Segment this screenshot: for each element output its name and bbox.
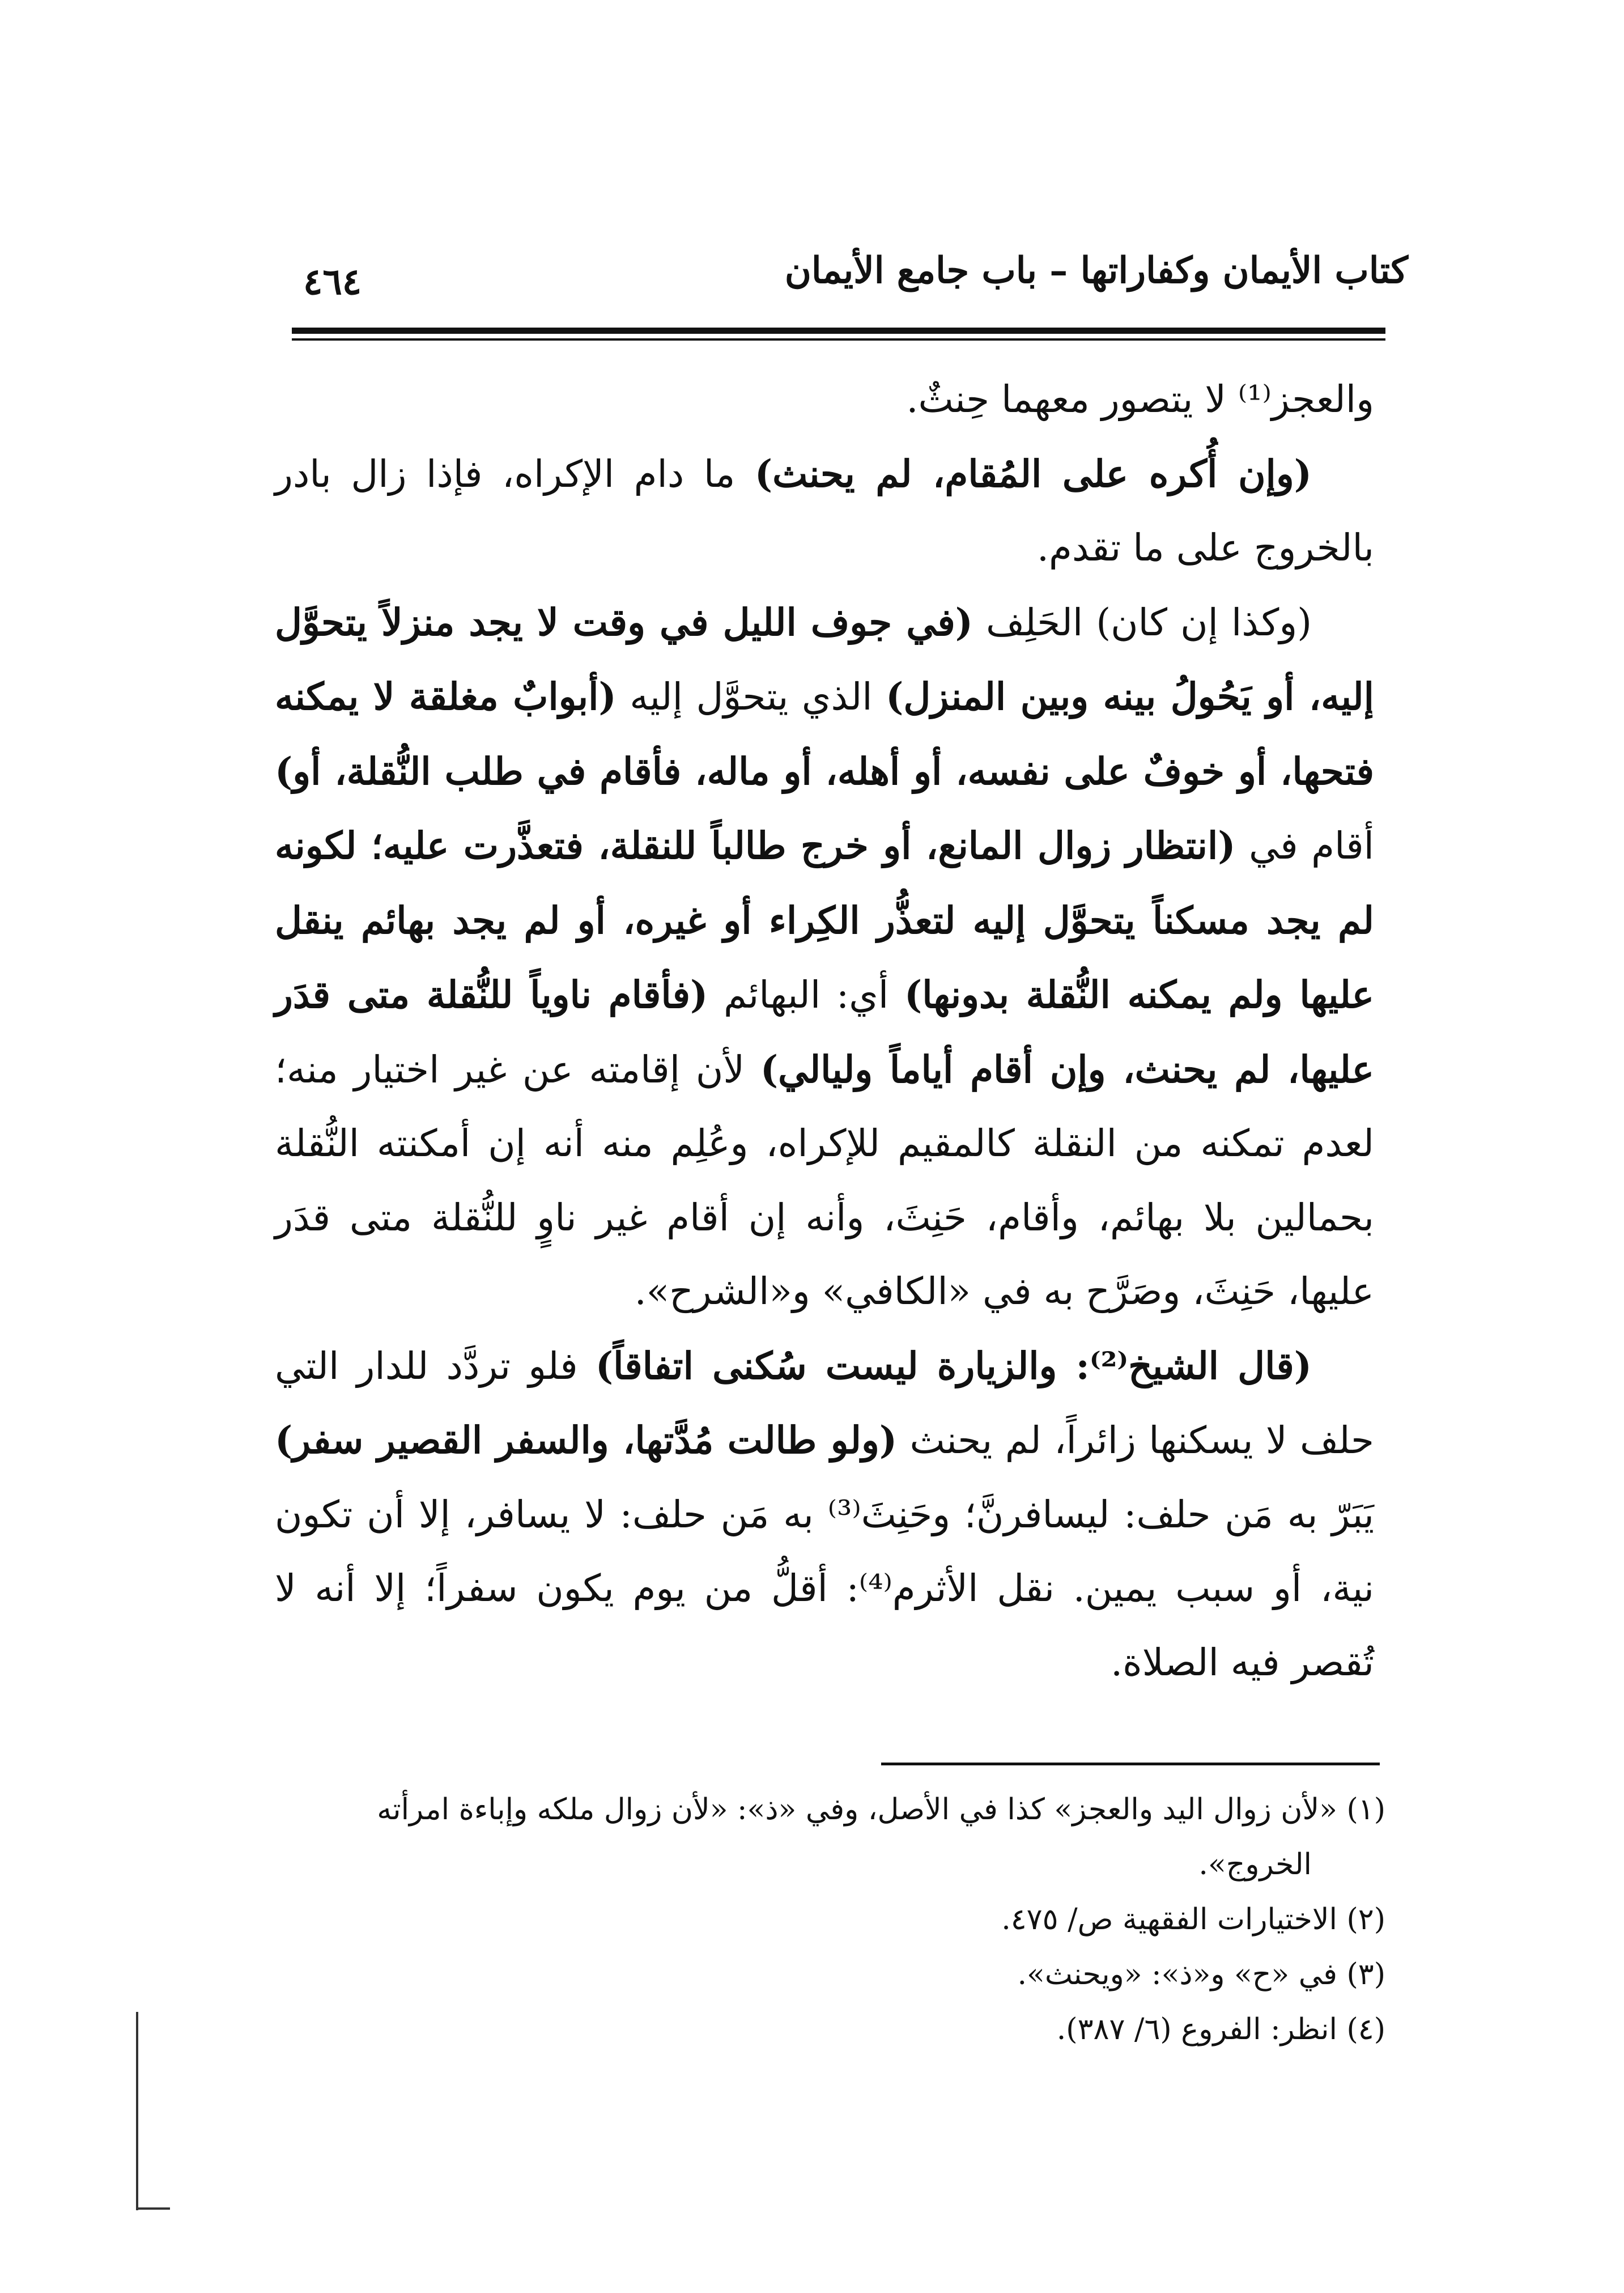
header-rule-thin — [292, 338, 1385, 341]
scan-edge-line — [136, 2012, 138, 2210]
scan-edge-line — [136, 2207, 170, 2210]
footnote-2: (٢) الاختيارات الفقهية ص/ ٤٧٥. — [1001, 1903, 1385, 1937]
page-number: ٤٦٤ — [303, 261, 362, 303]
footnote-1: (١) «لأن زوال اليد والعجز» كذا في الأصل، وفي «ذ»: «لأن زوال ملكه وإباءة امرأته — [377, 1793, 1385, 1827]
matn-text: (في جوف الليل في وقت لا يجد منزلاً يتحوَّل إليه، أو يَحُولُ بينه وبين المنزل) — [275, 600, 1374, 719]
paragraph-2 — [275, 437, 1374, 585]
header-rule-thick — [292, 328, 1385, 334]
matn-text: (وإن أُكره على المُقام، لم يحنث) — [754, 451, 1312, 496]
matn-text: (ولو طالت مُدَّتها، والسفر القصير سفر) — [275, 1418, 898, 1462]
footnote-separator — [881, 1763, 1380, 1765]
paragraph-3 — [275, 585, 1374, 1329]
footnote-3: (٣) في «ح» و«ذ»: «ويحنث». — [1017, 1957, 1385, 1991]
running-header — [292, 238, 1408, 340]
sharh-text: الذي يتحوَّل إليه — [616, 675, 886, 719]
sharh-text: فلو تردَّد للدار التي حلف لا يسكنها زائراً، لم يحنث — [275, 1344, 1374, 1462]
paragraph-1: والعجز⁽¹⁾ لا يتصور معهما حِنثٌ. — [906, 377, 1374, 421]
matn-text: (أبوابٌ مغلقة لا يمكنه فتحها، أو خوفٌ على نفسه، أو أهله، أو ماله، فأقام في طلب النُّقلة، أو) — [275, 674, 1374, 793]
sharh-text: ما دام الإكراه، فإذا زال بادر بالخروج على ما تقدم. — [275, 452, 1374, 570]
header-title: كتاب الأيمان وكفاراتها – باب جامع الأيمان — [784, 249, 1408, 292]
sharh-text: (وكذا إن كان) الحَلِف — [973, 600, 1312, 644]
footnote-1-continuation: الخروج». — [1198, 1848, 1312, 1882]
sharh-text: يَبَرّ به مَن حلف: ليسافرنَّ؛ وحَنِثَ⁽³⁾ به مَن حلف: لا يسافر، إلا أن تكون نية، أو سبب يمين. نقل الأثرم⁽⁴⁾: أقلُّ من يوم يكون سفراً؛ إلا أنه لا تُقصر فيه الصلاة. — [275, 1492, 1375, 1684]
sharh-text: أي: البهائم — [708, 973, 904, 1017]
sharh-text: أقام في — [1235, 824, 1374, 868]
main-text — [275, 363, 1374, 1700]
matn-text: (فأقام ناوياً للنُّقلة متى قدَر عليها، لم يحنث، وإن أقام أياماً وليالي) — [275, 973, 1375, 1092]
paragraph-4 — [275, 1329, 1374, 1700]
sharh-text: لأن إقامته عن غير اختيار منه؛ لعدم تمكنه من النقلة كالمقيم للإكراه، وعُلِم منه أنه إن أمكنته النُّقلة بحمالين بلا بهائم، وأقام، حَنِثَ، وأنه إن أقام غير ناوٍ للنُّقلة متى قدَر عليها، حَنِثَ، وصَرَّح به في «الكافي» و«الشرح». — [275, 1047, 1374, 1313]
matn-text: (انتظار زوال المانع، أو خرج طالباً للنقلة، فتعذَّرت عليه؛ لكونه لم يجد مسكناً يتحوَّل إليه لتعذُّر الكِراء أو غيره، أو لم يجد بهائم ينقل عليها ولم يمكنه النُّقلة بدونها) — [275, 823, 1374, 1017]
footnote-4: (٤) انظر: الفروع (٦/ ٣٨٧). — [1056, 2012, 1385, 2046]
matn-text: (قال الشيخ⁽²⁾: والزيارة ليست سُكنى اتفاقاً) — [595, 1343, 1312, 1388]
footnotes — [275, 1782, 1385, 2057]
